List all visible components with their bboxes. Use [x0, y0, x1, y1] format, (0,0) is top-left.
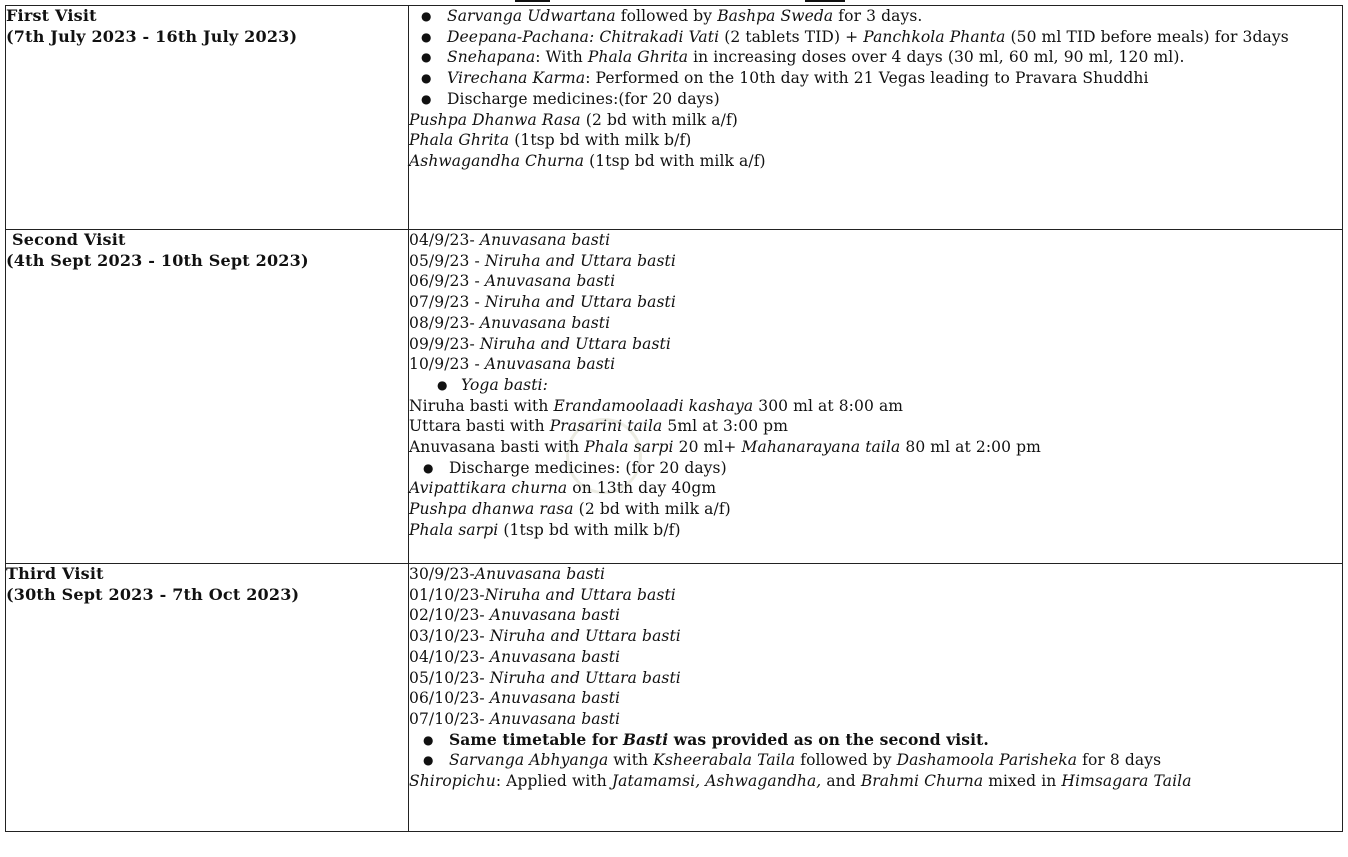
list-item: 07/10/23- Anuvasana basti — [409, 709, 621, 728]
list-item: Phala sarpi (1tsp bd with milk b/f) — [409, 520, 681, 539]
treatment-table — [5, 5, 1343, 832]
list-item: 01/10/23-Niruha and Uttara basti — [409, 585, 676, 604]
list-item: 06/9/23 - Anuvasana basti — [409, 272, 616, 291]
list-item: Shiropichu: Applied with Jatamamsi, Ashwagandha, and Brahmi Churna mixed in Himsagara Taila — [409, 772, 1192, 791]
list-item: 03/10/23- Niruha and Uttara basti — [409, 627, 681, 646]
visit-cell — [6, 230, 409, 564]
list-item: ● Same timetable for Basti was provided as on the second visit. — [423, 729, 989, 749]
list-item: ● Sarvanga Abhyanga with Ksheerabala Taila followed by Dashamoola Parisheka for 8 days — [423, 751, 1162, 770]
list-item: 05/9/23 - Niruha and Uttara basti — [409, 251, 676, 270]
visit-cell — [6, 564, 409, 832]
bullet-icon: ● — [437, 377, 448, 392]
list-item: 04/10/23- Anuvasana basti — [409, 647, 621, 666]
table-row — [6, 564, 1343, 832]
bullet-icon: ● — [421, 29, 432, 44]
visit-cell — [6, 6, 409, 230]
list-item: Anuvasana basti with Phala sarpi 20 ml+ Mahanarayana taila 80 ml at 2:00 pm — [409, 438, 1041, 457]
bullet-icon: ● — [423, 732, 434, 747]
table-row — [6, 6, 1343, 230]
treatment-cell — [409, 564, 1343, 832]
visit-dates: (30th Sept 2023 - 7th Oct 2023) — [6, 584, 300, 604]
list-item: ● Discharge medicines: (for 20 days) — [423, 458, 727, 477]
list-item: Phala Ghrita (1tsp bd with milk b/f) — [409, 131, 692, 150]
list-item: ● Sarvanga Udwartana followed by Bashpa Sweda for 3 days. — [421, 7, 923, 25]
list-item: Avipattikara churna on 13th day 40gm — [409, 479, 717, 498]
list-item: 06/10/23- Anuvasana basti — [409, 689, 621, 708]
visit-dates: (7th July 2023 - 16th July 2023) — [6, 26, 298, 46]
list-item: 09/9/23- Niruha and Uttara basti — [409, 334, 671, 353]
bullet-icon: ● — [423, 460, 434, 475]
visit-title: First Visit — [6, 6, 97, 25]
bullet-icon: ● — [421, 9, 432, 23]
visit-title: Third Visit — [6, 564, 104, 583]
list-item: 04/9/23- Anuvasana basti — [409, 231, 611, 249]
list-item: Niruha basti with Erandamoolaadi kashaya 300 ml at 8:00 am — [409, 396, 904, 415]
treatment-cell — [409, 6, 1343, 230]
list-item: 05/10/23- Niruha and Uttara basti — [409, 668, 681, 687]
visit-title: Second Visit — [12, 230, 126, 249]
list-item: Ashwagandha Churna (1tsp bd with milk a/f) — [409, 151, 766, 170]
list-item: ● Deepana-Pachana: Chitrakadi Vati (2 tablets TID) + Panchkola Phanta (50 ml TID before meals) for 3days — [421, 27, 1289, 46]
list-item: 30/9/23-Anuvasana basti — [409, 565, 606, 583]
list-item: 10/9/23 - Anuvasana basti — [409, 355, 616, 374]
list-item: Uttara basti with Prasarini taila 5ml at 3:00 pm — [409, 417, 788, 436]
treatment-cell — [409, 230, 1343, 564]
bullet-icon: ● — [421, 91, 432, 106]
list-item: Pushpa dhanwa rasa (2 bd with milk a/f) — [409, 500, 731, 519]
visit-dates: (4th Sept 2023 - 10th Sept 2023) — [6, 250, 309, 270]
list-item: 02/10/23- Anuvasana basti — [409, 606, 621, 625]
list-item: 07/9/23 - Niruha and Uttara basti — [409, 293, 676, 312]
table-row — [6, 230, 1343, 564]
list-item: 08/9/23- Anuvasana basti — [409, 313, 611, 332]
list-item: Pushpa Dhanwa Rasa (2 bd with milk a/f) — [409, 110, 738, 129]
list-item: ● Virechana Karma: Performed on the 10th day with 21 Vegas leading to Pravara Shuddhi — [421, 69, 1149, 88]
bullet-icon: ● — [421, 50, 432, 65]
bullet-icon: ● — [423, 753, 434, 768]
list-item: ● Discharge medicines:(for 20 days) — [421, 89, 720, 108]
list-item: ● Yoga basti: — [437, 375, 548, 394]
bullet-icon: ● — [421, 71, 432, 86]
list-item: ● Snehapana: With Phala Ghrita in increasing doses over 4 days (30 ml, 60 ml, 90 ml, 120 ml). — [421, 48, 1185, 67]
